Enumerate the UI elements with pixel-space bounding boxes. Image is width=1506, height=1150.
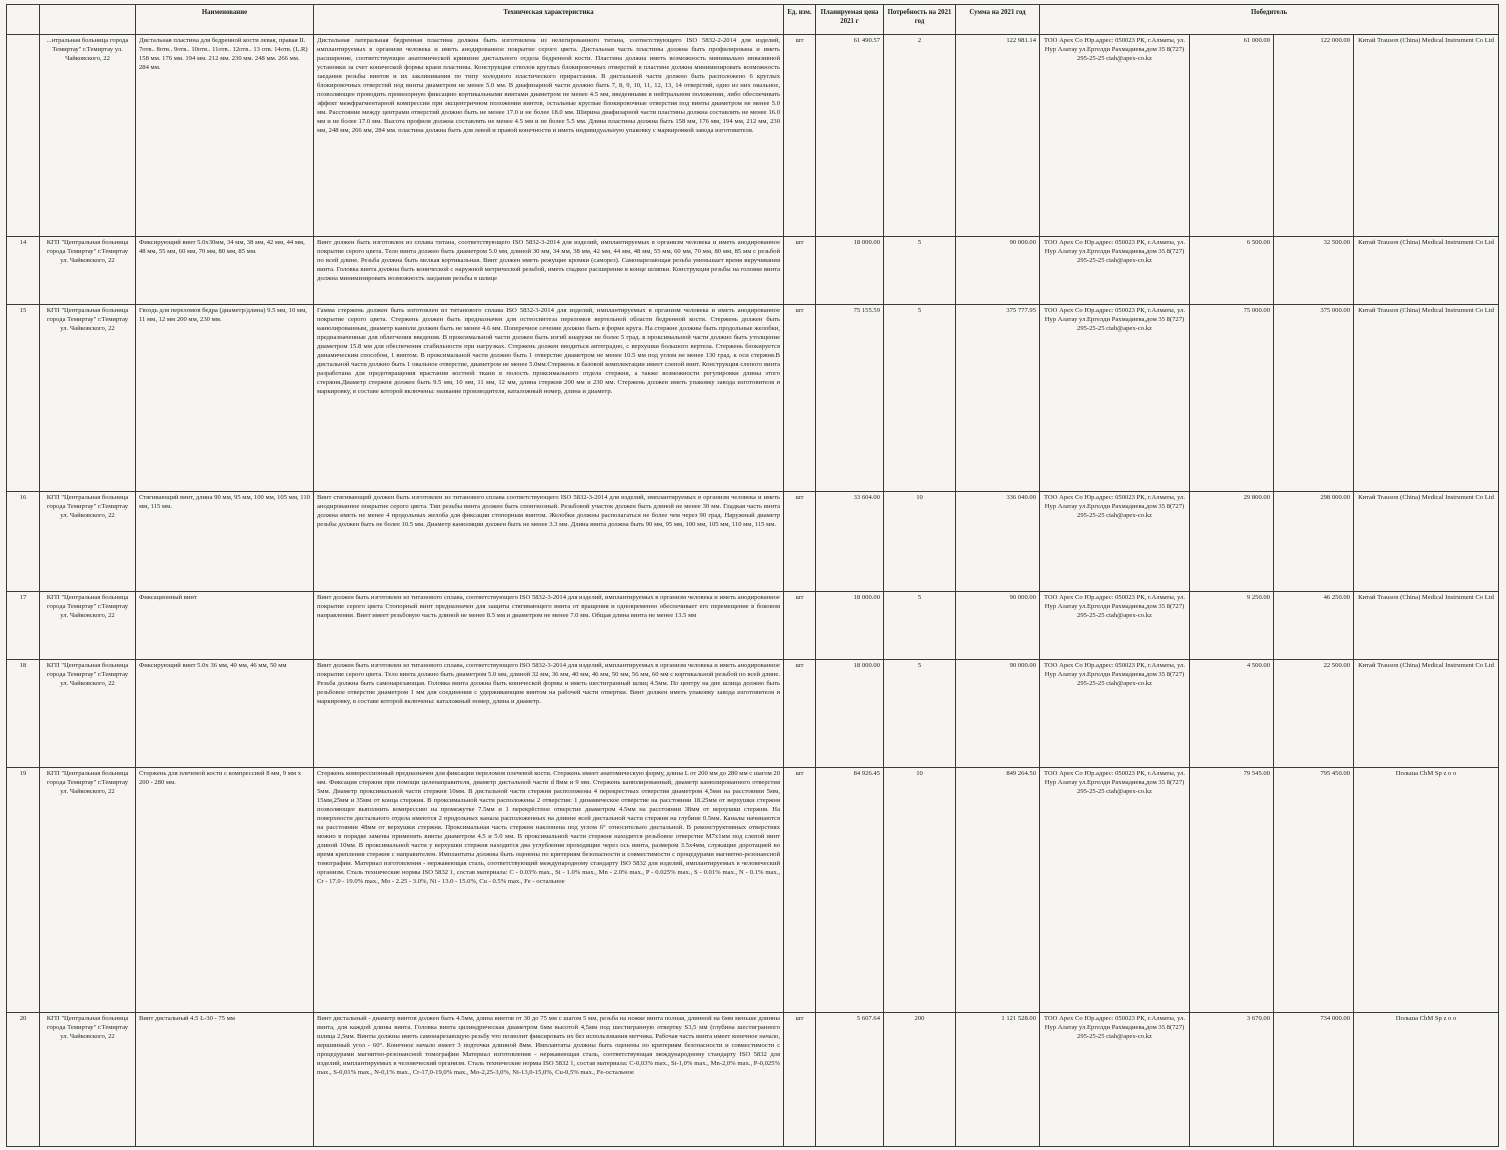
need-cell: 10 [884,768,956,1013]
winner-sum-cell: 22 500.00 [1274,659,1354,767]
winner-info-cell: ТОО Apex Co Юр.адрес: 050023 РК, г.Алматы, ул. Нур Алатау ул.Ергелди Рахмадиева,дом 35 8(727) 295-25-25 ctah@apex-co.kz [1040,1013,1190,1147]
need-cell: 10 [884,492,956,592]
winner-sum-cell: 734 000.00 [1274,1013,1354,1147]
item-name-cell: Фиксирующий винт 5.0х 36 мм, 40 мм, 46 мм, 50 мм [136,659,314,767]
sum-cell: 1 121 528.00 [956,1013,1040,1147]
unit-cell: шт [784,768,816,1013]
customer-cell: КГП "Центральная больница города Темиртау" г.Темиртау ул. Чайковского, 22 [40,768,136,1013]
table-row [7,236,1499,304]
winner-price-cell: 9 250.00 [1190,592,1274,659]
unit-cell: шт [784,592,816,659]
unit-cell: шт [784,35,816,237]
winner-price-cell: 61 000.00 [1190,35,1274,237]
table-row [7,592,1499,659]
row-number: 18 [7,659,40,767]
price-cell: 84 926.45 [816,768,884,1013]
row-number: 19 [7,768,40,1013]
item-name-cell: Стержень для плечевой кости с компрессией 8 мм, 9 мм х 200 - 280 мм. [136,768,314,1013]
price-cell: 18 000.00 [816,236,884,304]
header-name: Наименование [136,5,314,35]
customer-cell: КГП "Центральная больница города Темиртау" г.Темиртау ул. Чайковского, 22 [40,492,136,592]
table-row [7,492,1499,592]
winner-price-cell: 29 800.00 [1190,492,1274,592]
table-row [7,659,1499,767]
winner-price-cell: 6 500.00 [1190,236,1274,304]
item-name-cell: Стягивающий винт, длина 90 мм, 95 мм, 100 мм, 105 мм, 110 мм, 115 мм. [136,492,314,592]
need-cell: 5 [884,236,956,304]
spec-cell: Дистальная латеральная бедренная пластина должна быть изготовлена из нелегированного титана, соответствующего ISO 5832-2-2014 для изделий, имплантируемых в организм человека и иметь анодированное покрытие серого цвета. Дистальная часть пластины должна быть профилирована и иметь расширение, соответствующее анатомической кривизне дистального отдела бедренной кости. Пластина должна иметь возможность минимально инвазивной установки за счет конической формы краев пластины. Конструкция стволов круглых блокировочных отверстий в пластине должна минимизировать возможность заедания резьбы винтов и их заклинивания по типу холодного пластического прирастания. В дистальной части должно быть расположено 6 круглых блокировочных отверстий под винты диаметром не менее 5.0 мм. В диафизарной части должно быть 7, 8, 9, 10, 11, 12, 13, 14 отверстий, одно из них овальное, позволяющее проводить провизорную фиксацию кортикальными винтами диаметром не менее 4.5 мм, введенными в нейтральном положении, либо обеспечивать эффект межфрагментарной компрессии при эксцентричном положении винтов, остальные круглые блокировочные отверстия под винты диаметром не менее 5.0 мм. Расстояние между центрами отверстий должно быть не менее 17.0 и не более 18.0 мм. Ширина диафизарной части пластины должна составлять не менее 16.0 мм и не более 17.0 мм. Высота профиля должна составлять не менее 4.5 мм и не более 5.5 мм. Длина пластины должна быть 158 мм, 176 мм, 194 мм, 212 мм, 230 мм, 248 мм, 266 мм, 284 мм. пластина должна быть для левой и правой конечности и иметь индивидуальную упаковку с маркировкой завода изготовителя. [314,35,784,237]
winner-info-cell: ТОО Apex Co Юр.адрес: 050023 РК, г.Алматы, ул. Нур Алатау ул.Ергелди Рахмадиева,дом 35 8(727) 295-25-25 ctah@apex-co.kz [1040,659,1190,767]
unit-cell: шт [784,236,816,304]
winner-sum-cell: 122 000.00 [1274,35,1354,237]
winner-sum-cell: 298 000.00 [1274,492,1354,592]
manufacturer-cell: Китай Trauson (China) Medical Instrument Co Ltd [1354,236,1499,304]
winner-info-cell: ТОО Apex Co Юр.адрес: 050023 РК, г.Алматы, ул. Нур Алатау ул.Ергелди Рахмадиева,дом 35 8(727) 295-25-25 ctah@apex-co.kz [1040,492,1190,592]
header-num [7,5,40,35]
need-cell: 200 [884,1013,956,1147]
item-name-cell: Дистальная пластина для бедренной кости левая, правая II. 7отв.. 8отв.. 9отв.. 10отв.. 11отв.. 12отв.. 13 отв. 14отв. (L.R) 158 мм. 176 мм. 194 мм. 212 мм. 230 мм. 248 мм. 266 мм. 284 мм. [136,35,314,237]
price-cell: 75 155.59 [816,305,884,492]
row-number: 20 [7,1013,40,1147]
winner-info-cell: ТОО Apex Co Юр.адрес: 050023 РК, г.Алматы, ул. Нур Алатау ул.Ергелди Рахмадиева,дом 35 8(727) 295-25-25 ctah@apex-co.kz [1040,768,1190,1013]
header-row [7,5,1499,35]
winner-price-cell: 4 500.00 [1190,659,1274,767]
item-name-cell: Фиксирующий винт 5.0х30мм, 34 мм, 38 мм, 42 мм, 44 мм, 48 мм, 55 мм, 60 мм, 70 мм, 80 мм, 85 мм. [136,236,314,304]
item-name-cell: Винт дистальный 4.5 L-30 - 75 мм [136,1013,314,1147]
unit-cell: шт [784,492,816,592]
header-unit: Ед. изм. [784,5,816,35]
unit-cell: шт [784,659,816,767]
sum-cell: 336 040.00 [956,492,1040,592]
customer-cell: ...нтральная больница города Темиртау" г.Темиртау ул. Чайковского, 22 [40,35,136,237]
spec-cell: Винт стягивающий должен быть изготовлен из титанового сплава соответствующего ISO 5832-3-2014 для изделий, имплантируемых в организм человека и иметь анодированное покрытие серого цвета. Тип резьбы винта должен быть спонгиозный. Резьбовой участок должен быть длиной не менее 30 мм. Гладкая часть винта должна иметь не менее 4 продольных желоба для фиксации стопорным винтом. Желобки должны располагаться не более чем через 90 град. Наружный диаметр резьбы должен быть не более 10.5 мм. Диаметр канюляции должен быть не менее 3.3 мм. Длина винта должна быть 90 мм, 95 мм, 100 мм, 105 мм, 110 мм, 115 мм. [314,492,784,592]
customer-cell: КГП "Центральная больница города Темиртау" г.Темиртау ул. Чайковского, 22 [40,1013,136,1147]
header-spec: Техническая характеристика [314,5,784,35]
item-name-cell: Гвоздь для переломов бедра (диаметр/длина) 9.5 мм, 10 мм, 11 мм, 12 мм 200 мм, 230 мм. [136,305,314,492]
winner-info-cell: ТОО Apex Co Юр.адрес: 050023 РК, г.Алматы, ул. Нур Алатау ул.Ергелди Рахмадиева,дом 35 8(727) 295-25-25 ctah@apex-co.kz [1040,35,1190,237]
spec-cell: Гамма стержень должен быть изготовлен из титанового сплава ISO 5832-3-2014 для изделий, имплантируемых в организм человека и иметь анодированное покрытие серого цвета. Стержень должен быть предназначен для остеосинтеза переломов вертельной области бедренной кости. Стержень должен быть канюлированным, диаметр канюли должен быть не менее 4.6 мм. Поперечное сечение должно быть в форме круга. На стержне должны быть продольные желобки, предназначенные для облегчения введения. В проксимальной части должен быть изгиб кнаружи не более 5 град. в проксимальной части должно быть утолщение диаметром 15.8 мм для обеспечения стабильности при нагрузках. Стержень должен вводиться антеградно, с верхушки большого вертела. Стержень блокируется динамическим способом, 1 винтом. В проксимальной части должно быть 1 отверстие диаметром не менее 10.5 мм под углом не менее 130 град. к оси стержня.В дистальной части должно быть 1 овальное отверстие, диаметром не менее 5.0мм.Стержень в базовой комплектации имеет слепой винт. Конструкция слепого винта разработана для предотвращения врастания костной ткани в полость проксимального отдела стержня, а также возможности регулировки длины этого стержня.Диаметр стержня должен быть 9.5 мм, 10 мм, 11 мм, 12 мм, длина стержня 200 мм и 230 мм. Стержень должен иметь упаковку завода изготовителя и маркировку, в составе которой включены: название производителя, каталожный номер, длина и диаметр. [314,305,784,492]
customer-cell: КГП "Центральная больница города Темиртау" г.Темиртау ул. Чайковского, 22 [40,659,136,767]
header-winner: Победитель [1040,5,1499,35]
sum-cell: 849 264.50 [956,768,1040,1013]
need-cell: 5 [884,305,956,492]
item-name-cell: Фиксационный винт [136,592,314,659]
winner-sum-cell: 46 250.00 [1274,592,1354,659]
sum-cell: 90 000.00 [956,592,1040,659]
customer-cell: КГП "Центральная больница города Темиртау" г.Темиртау ул. Чайковского, 22 [40,236,136,304]
header-sum: Сумма на 2021 год [956,5,1040,35]
header-price: Планируемая цена 2021 г [816,5,884,35]
manufacturer-cell: Китай Trauson (China) Medical Instrument Co Ltd [1354,305,1499,492]
price-cell: 5 607.64 [816,1013,884,1147]
row-number: 15 [7,305,40,492]
price-cell: 18 000.00 [816,659,884,767]
price-cell: 33 604.00 [816,492,884,592]
winner-price-cell: 79 545.00 [1190,768,1274,1013]
spec-cell: Винт должен быть изготовлен из титанового сплава, соответствующего ISO 5832-3-2014 для изделий, имплантируемых в организм человека и иметь анодированное покрытие серого цвета Стопорный винт предназначен для защиты стягивающего винта от вращения и одновременно обеспечивает его перемещение в боковом направлении. Винт имеет резьбовую часть длиной не менее 8.5 мм и диаметром не менее 7.0 мм. Общая длина винта не менее 13.5 мм [314,592,784,659]
winner-info-cell: ТОО Apex Co Юр.адрес: 050023 РК, г.Алматы, ул. Нур Алатау ул.Ергелди Рахмадиева,дом 35 8(727) 295-25-25 ctah@apex-co.kz [1040,305,1190,492]
table-row [7,768,1499,1013]
winner-price-cell: 3 670.00 [1190,1013,1274,1147]
procurement-table [6,4,1499,1147]
spec-cell: Винт дистальный - диаметр винтов должен быть 4.5мм, длина винтов от 30 до 75 мм с шагом 5 мм, резьба на ножке винта полная, длинной на 6мм меньше длинны винта, для каждой длины винта. Головка винта цилиндрическая диаметром 6мм высотой 4,5мм под шестигранную отвертку S3,5 мм (глубина шестигранного шлица 2,5мм. Винты должны иметь самонарезающую резьбу что позволит фиксировать их без использования метчика. Рабочая часть винта имеет конечное начало, вершинный угол - 60°. Конечное начало имеет 3 подточки длинной 8мм. Имплантаты должны быть оценены по критериям безопасности и совместимости с процедурами магнитно-резонансной томографии Материал изготовления - нержавеющая сталь, соответствующая международному стандарту ISO 5832 для изделий, имплантируемых в человеческий организм. Сталь технические нормы ISO 5832 1, состав материала: C-0,03% max., Si-1,0% max., Mn-2,0% max., P-0,025% max., S-0,01% max., N-0,1% max., Cr-17,0-19,0% max., Mo-2,25-3,0%, Ni-13,0-15,0%, Cu-0,5% max., Fe-остальное [314,1013,784,1147]
customer-cell: КГП "Центральная больница города Темиртау" г.Темиртау ул. Чайковского, 22 [40,592,136,659]
manufacturer-cell: Польша ChM Sp z o o [1354,1013,1499,1147]
manufacturer-cell: Китай Trauson (China) Medical Instrument Co Ltd [1354,592,1499,659]
price-cell: 61 490.57 [816,35,884,237]
need-cell: 5 [884,592,956,659]
unit-cell: шт [784,1013,816,1147]
price-cell: 18 000.00 [816,592,884,659]
table-row [7,1013,1499,1147]
winner-info-cell: ТОО Apex Co Юр.адрес: 050023 РК, г.Алматы, ул. Нур Алатау ул.Ергелди Рахмадиева,дом 35 8(727) 295-25-25 ctah@apex-co.kz [1040,592,1190,659]
spec-cell: Винт должен быть изготовлен из сплава титана, соответствующего ISO 5832-3-2014 для изделий, имплантируемых в организм человека и иметь анодированное покрытие серого цвета. Тело винта должно быть диаметром 5.0 мм, длиной 30 мм, 34 мм, 38 мм, 42 мм, 44 мм, 48 мм, 55 мм, 60 мм, 70 мм, 80 мм, 85 мм с резьбой по всей длине. Резьба должна быть мелкая кортикальная. Винт должен иметь режущие кромки (саморез). Самонарезающая резьба уменьшает время вкручивания винта. Головка винта должна быть конической с наружной метрической резьбой, иметь гладкое расширение в конце шляпки. Конструкция резьбы на головке винта должна минимизировать возможность заедания резьбы в шлице [314,236,784,304]
winner-sum-cell: 795 450.00 [1274,768,1354,1013]
spec-cell: Винт должен быть изготовлен из титанового сплава, соответствующего ISO 5832-3-2014 для изделий, имплантируемых в организм человека и иметь анодированное покрытие серого цвета. Тело винта должно быть диаметром 5.0 мм, длиной 32 мм, 36 мм, 40 мм, 46 мм, 50 мм, 56 мм, 60 мм с кортикальной резьбой по всей длине. Резьба должна быть самонарезающая. Головка винта должна быть конической формы и иметь шестигранный шлиц 4.5мм. По центру на дне шлица должно быть резьбовое отверстие диаметром 1 мм для соединения с удерживающим винтом на рабочей части отвертки. Винт должен иметь упаковку завода изготовителя и маркировку, в составе которой включены: каталожный номер, длина и диаметр. [314,659,784,767]
need-cell: 2 [884,35,956,237]
table-row [7,35,1499,237]
row-number: 16 [7,492,40,592]
header-need: Потребность на 2021 год [884,5,956,35]
sum-cell: 90 000.00 [956,659,1040,767]
sum-cell: 375 777.95 [956,305,1040,492]
sum-cell: 90 000.00 [956,236,1040,304]
table-row [7,305,1499,492]
manufacturer-cell: Китай Trauson (China) Medical Instrument Co Ltd [1354,492,1499,592]
spec-cell: Стержень компрессионный предназначен для фиксации переломов плечевой кости. Стержень имеет анатомическую форму, длина L от 200 мм до 280 мм с шагом 20 мм. Фиксация стержня при помощи целенаправителя, диаметр дистальной части d 8мм и 9 мм. Стержень канюлированный, диаметр канюлированного отверстия 5мм. Диаметр проксимальной части стержня 10мм. В дистальной части стержня расположены 4 перекрестных отверстия диаметром 4,5мм на расстоянии 5мм, 15мм,25мм и 35мм от конца стержня. В проксимальной части расположены 2 отверстия: 1 динамическое отверстие на расстоянии 18.25мм от верхушки стержня позволяющее выполнить компрессию на промежутке 7.5мм и 1 перекрёстное отверстие диаметром 4.5мм на расстоянии 38мм от верхушки стержня. На поверхности дистального отдела имеются 2 продольных канала расположенных на длинне всей дистальной части стержня на глубине 0.5мм. Каналы начинаются на расстоянии 48мм от верхушки стержня. Проксимальная часть стержня наклонена под углом 6° относительно дистальной. В реконструктивных отверстиях можно в порядке замены применять винты диаметром 4.5 и 5.0 мм. В проксимальной части стержня находится резьбовое отверстие M7x1мм под слепой винт длиной 10мм. В проксимальной части у верхушки стержня находится два углубления проходящие через ось винта, размером 3.5x4мм, служащие доротацией во время крепления стержня с направителем. Имплантаты должны быть оценены по критериям безопасности и совместимости с процедурами магнитно-резонансной томографии. Материал изготовления - нержавеющая сталь, соответствующий международному стандарту ISO 5832 для изделий, имплантируемых в человеческий организм. Сталь технические нормы ISO 5832 1, состав материала: C - 0.03% max., Si - 1.0% max., Mn - 2.0% max., P - 0.025% max., S - 0.01% max., N - 0.1% max., Cr - 17.0 - 19.0% max., Mo - 2.25 - 3.0%, Ni - 13.0 - 15.0%, Cu - 0.5% max., Fe - остальное [314,768,784,1013]
need-cell: 5 [884,659,956,767]
manufacturer-cell: Китай Trauson (China) Medical Instrument Co Ltd [1354,35,1499,237]
sum-cell: 122 981.14 [956,35,1040,237]
winner-sum-cell: 375 000.00 [1274,305,1354,492]
manufacturer-cell: Китай Trauson (China) Medical Instrument Co Ltd [1354,659,1499,767]
manufacturer-cell: Польша ChM Sp z o o [1354,768,1499,1013]
customer-cell: КГП "Центральная больница города Темиртау" г.Темиртау ул. Чайковского, 22 [40,305,136,492]
winner-sum-cell: 32 500.00 [1274,236,1354,304]
row-number: 14 [7,236,40,304]
header-customer [40,5,136,35]
unit-cell: шт [784,305,816,492]
row-number: 17 [7,592,40,659]
winner-price-cell: 75 000.00 [1190,305,1274,492]
winner-info-cell: ТОО Apex Co Юр.адрес: 050023 РК, г.Алматы, ул. Нур Алатау ул.Ергелди Рахмадиева,дом 35 8(727) 295-25-25 ctah@apex-co.kz [1040,236,1190,304]
row-number [7,35,40,237]
